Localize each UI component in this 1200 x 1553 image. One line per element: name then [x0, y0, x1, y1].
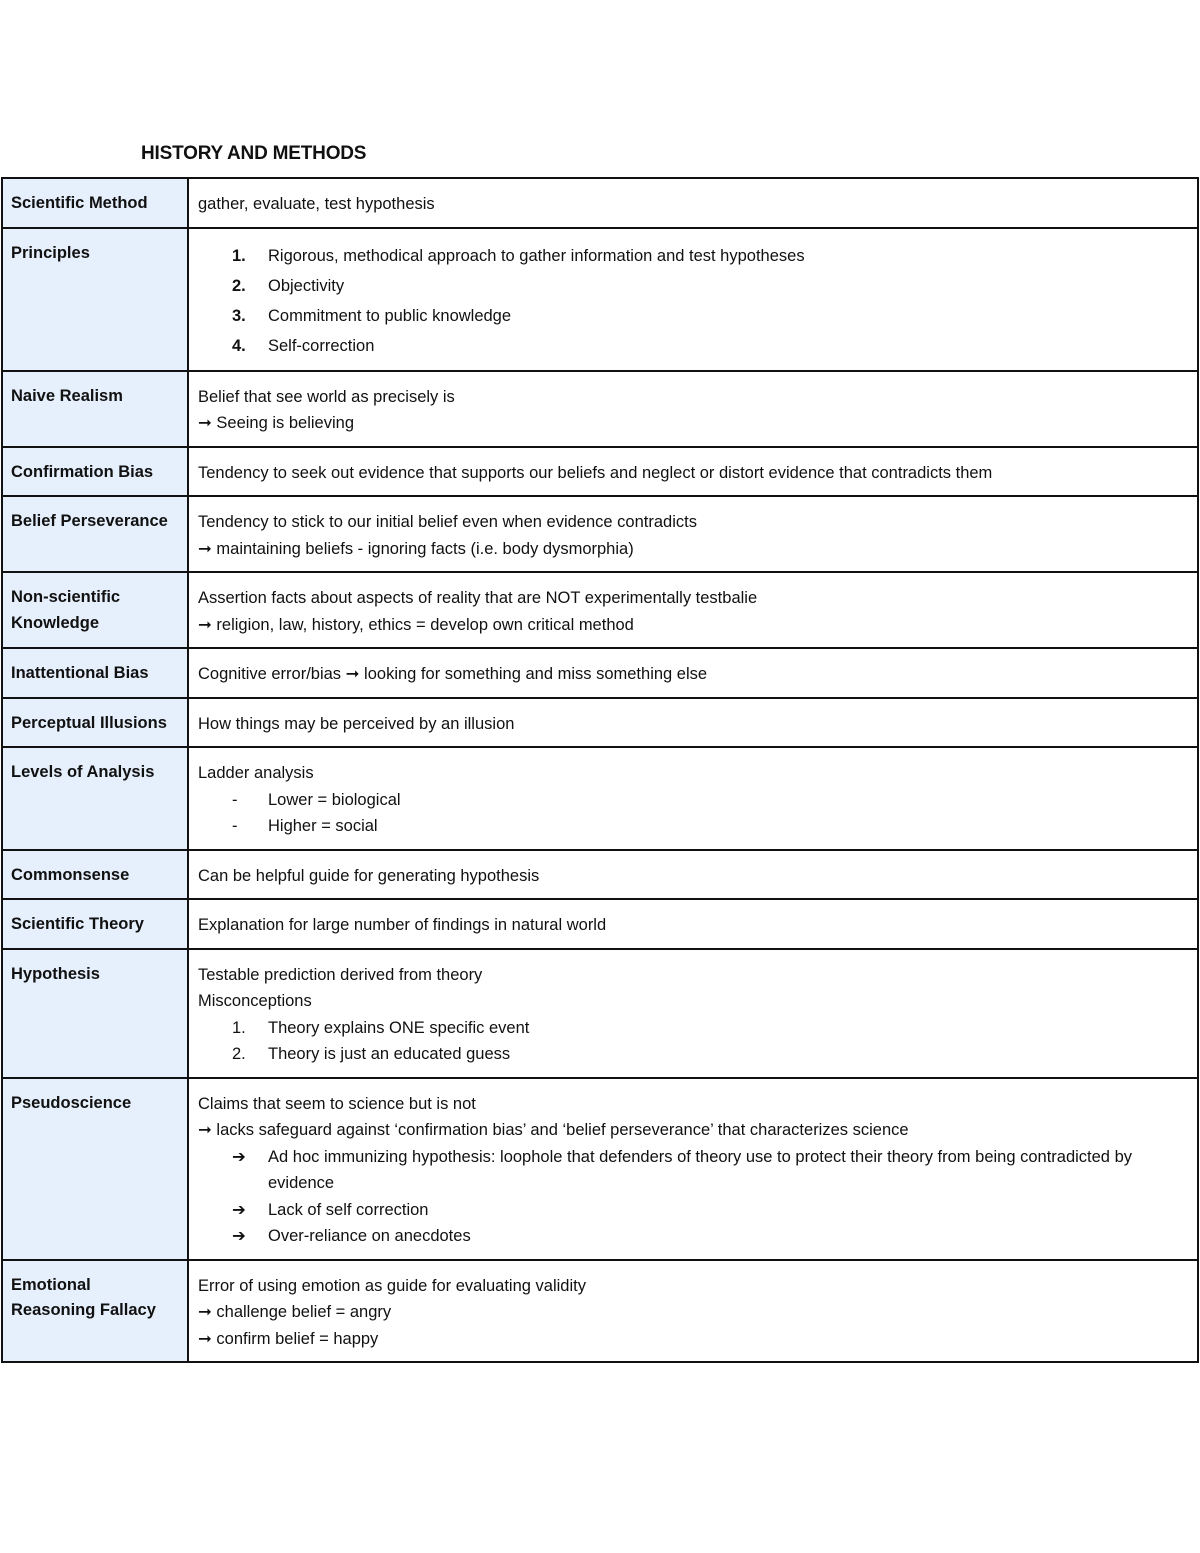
list-item-text: Rigorous, methodical approach to gather information and test hypotheses: [268, 246, 805, 265]
definition-text: Testable prediction derived from theory: [198, 965, 483, 984]
subheading-text: Misconceptions: [198, 992, 312, 1010]
definition-cell: [188, 747, 1198, 850]
list-item: [198, 1223, 1189, 1250]
list-item: [198, 241, 1189, 271]
list-item-text: Over-reliance on anecdotes: [268, 1227, 471, 1245]
definition-cell: [188, 850, 1198, 900]
definition-cell: [188, 447, 1198, 497]
table-row: [2, 850, 1198, 900]
table-row: [2, 698, 1198, 748]
table-row: [2, 747, 1198, 850]
arrow-bullet-icon: ➔: [232, 1227, 246, 1245]
list-number: 4.: [232, 336, 246, 355]
glossary-table: [1, 177, 1199, 1363]
term-cell: Non-scientific Knowledge: [2, 572, 188, 648]
arrow-note: ➞ challenge belief = angry: [198, 1303, 392, 1321]
list-item-text: Commitment to public knowledge: [268, 306, 512, 325]
list-item: [198, 1015, 1189, 1042]
term-cell: Belief Perseverance: [2, 496, 188, 572]
definition-cell: [188, 496, 1198, 572]
list-item: [198, 813, 1189, 840]
definition-cell: [188, 371, 1198, 447]
arrow-note: ➞ lacks safeguard against ‘confirmation bias’ and ‘belief perseverance’ that characterizes science: [198, 1121, 909, 1139]
list-item: [198, 271, 1189, 301]
arrow-note: ➞ religion, law, history, ethics = develop own critical method: [198, 615, 634, 634]
definition-cell: [188, 698, 1198, 748]
term-cell: Scientific Theory: [2, 899, 188, 949]
list-item-text: Theory explains ONE specific event: [268, 1018, 530, 1037]
term-cell: Emotional Reasoning Fallacy: [2, 1260, 188, 1363]
definition-text: How things may be perceived by an illusion: [198, 714, 515, 733]
arrow-note: ➞ Seeing is believing: [198, 414, 355, 432]
dash-marker: -: [232, 790, 238, 809]
list-item-text: Higher = social: [268, 817, 378, 835]
list-number: 3.: [232, 306, 246, 325]
list-item-text: Theory is just an educated guess: [268, 1045, 511, 1063]
definition-text: Can be helpful guide for generating hypothesis: [198, 866, 540, 885]
term-cell: Scientific Method: [2, 178, 188, 228]
term-cell: Perceptual Illusions: [2, 698, 188, 748]
definition-text: Assertion facts about aspects of reality that are NOT experimentally testbalie: [198, 589, 758, 607]
list-item-text: Ad hoc immunizing hypothesis: loophole that defenders of theory use to protect their theory from being contradicted by evidence: [268, 1147, 1132, 1192]
term-cell: Principles: [2, 228, 188, 371]
arrow-note: ➞ maintaining beliefs - ignoring facts (i.e. body dysmorphia): [198, 539, 634, 558]
term-cell: Pseudoscience: [2, 1078, 188, 1260]
list-number: 1.: [232, 246, 246, 265]
term-cell: Hypothesis: [2, 949, 188, 1078]
definition-text: Tendency to stick to our initial belief even when evidence contradicts: [198, 513, 697, 531]
table-row: [2, 899, 1198, 949]
list-item: [198, 1144, 1189, 1197]
definition-text: Tendency to seek out evidence that supports our beliefs and neglect or distort evidence that contradicts them: [198, 463, 993, 482]
table-row: [2, 371, 1198, 447]
list-item: [198, 301, 1189, 331]
arrow-list: [198, 1144, 1189, 1250]
table-row: [2, 648, 1198, 698]
definition-text: Explanation for large number of findings in natural world: [198, 916, 607, 934]
list-item-text: Lower = biological: [268, 790, 401, 809]
term-cell: Inattentional Bias: [2, 648, 188, 698]
definition-cell: [188, 949, 1198, 1078]
definition-cell: [188, 178, 1198, 228]
table-row: [2, 949, 1198, 1078]
definition-cell: [188, 572, 1198, 648]
definition-text: Ladder analysis: [198, 764, 314, 782]
definition-text: Belief that see world as precisely is: [198, 387, 455, 406]
table-row: [2, 447, 1198, 497]
term-cell: Naive Realism: [2, 371, 188, 447]
definition-text: Claims that seem to science but is not: [198, 1094, 476, 1113]
term-cell: Levels of Analysis: [2, 747, 188, 850]
arrow-note: ➞ confirm belief = happy: [198, 1329, 379, 1348]
definition-text: Cognitive error/bias ➞ looking for something and miss something else: [198, 665, 708, 683]
table-row: [2, 572, 1198, 648]
definition-cell: [188, 1260, 1198, 1363]
term-cell: Confirmation Bias: [2, 447, 188, 497]
table-row: [2, 178, 1198, 228]
dash-list: [198, 787, 1189, 840]
definition-text: gather, evaluate, test hypothesis: [198, 195, 435, 213]
list-item-text: Lack of self correction: [268, 1200, 429, 1219]
list-item: [198, 1041, 1189, 1068]
definition-text: Error of using emotion as guide for evaluating validity: [198, 1276, 586, 1295]
list-number: 1.: [232, 1018, 246, 1037]
numbered-list: [198, 241, 1189, 361]
list-item-text: Self-correction: [268, 336, 375, 355]
arrow-bullet-icon: ➔: [232, 1200, 246, 1219]
term-cell: Commonsense: [2, 850, 188, 900]
document-title: HISTORY AND METHODS: [141, 143, 367, 164]
table-row: [2, 1078, 1198, 1260]
numbered-list: [198, 1015, 1189, 1068]
list-number: 2.: [232, 276, 246, 295]
definition-cell: [188, 228, 1198, 371]
arrow-bullet-icon: ➔: [232, 1147, 246, 1166]
list-item: [198, 331, 1189, 361]
list-item: [198, 787, 1189, 814]
table-row: [2, 228, 1198, 371]
table-row: [2, 1260, 1198, 1363]
table-row: [2, 496, 1198, 572]
dash-marker: -: [232, 817, 238, 835]
list-item-text: Objectivity: [268, 276, 345, 295]
definition-cell: [188, 899, 1198, 949]
definition-cell: [188, 1078, 1198, 1260]
list-number: 2.: [232, 1045, 246, 1063]
list-item: [198, 1197, 1189, 1224]
definition-cell: [188, 648, 1198, 698]
